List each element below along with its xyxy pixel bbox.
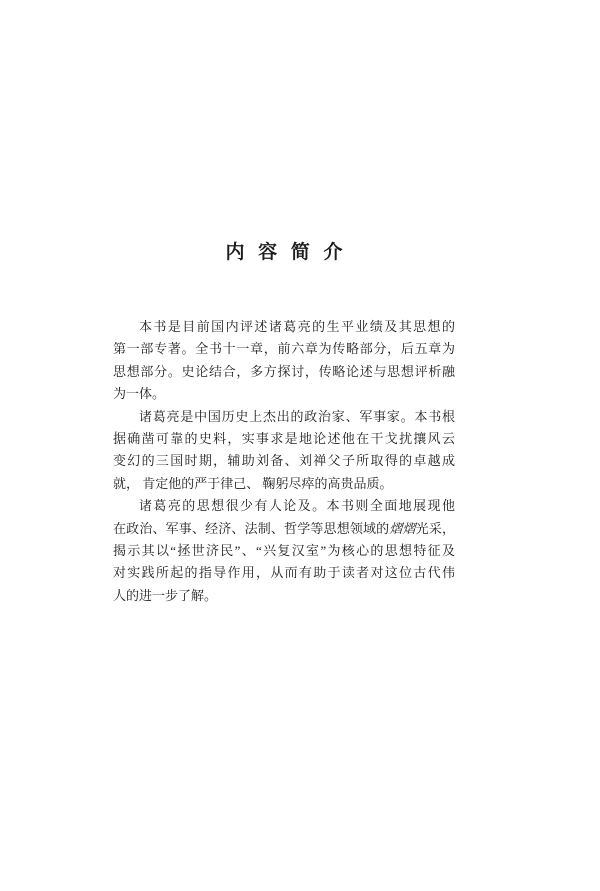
line-segment: 光采， bbox=[415, 520, 455, 536]
paragraph-line: 就， 肯定他的严于律己、 鞠躬尽瘁的高贵品质。 bbox=[113, 475, 393, 491]
page-title: 内容简介 bbox=[225, 242, 357, 263]
line-segment: 在政治、军事、经济、法制、哲学等思想领域的 bbox=[113, 520, 390, 536]
paragraph-line: 本书是目前国内评述诸葛亮的生平业绩及其思想的 bbox=[139, 319, 455, 334]
paragraph-line: 诸葛亮是中国历史上杰出的政治家、军事家。本书根 bbox=[139, 408, 455, 424]
paragraph-line: 为一体。 bbox=[113, 386, 166, 402]
paragraph-line: 对实践所起的指导作用，从而有助于读者对这位古代伟 bbox=[113, 565, 455, 581]
paragraph-line: 揭示其以“拯世济民”、“兴复汉室”为核心的思想特征及 bbox=[113, 543, 455, 559]
paragraph-line: 变幻的三国时期，辅助刘备、刘禅父子所取得的卓越成 bbox=[113, 453, 455, 469]
paragraph-line bbox=[113, 518, 455, 540]
intro-text-block bbox=[113, 316, 455, 607]
paragraph-line: 思想部分。史论结合，多方探讨，传略论述与思想评析融 bbox=[113, 363, 455, 379]
paragraph-line: 人的进一步了解。 bbox=[113, 587, 218, 603]
paragraph-line: 第一部专著。全书十一章，前六章为传略部分，后五章为 bbox=[113, 341, 455, 357]
line-segment-emphasis: 熠熠 bbox=[389, 520, 416, 536]
paragraph-line: 诸葛亮的思想很少有人论及。本书则全面地展现他 bbox=[139, 498, 455, 514]
paragraph-line: 据确凿可靠的史料，实事求是地论述他在干戈扰攘风云 bbox=[113, 431, 455, 447]
